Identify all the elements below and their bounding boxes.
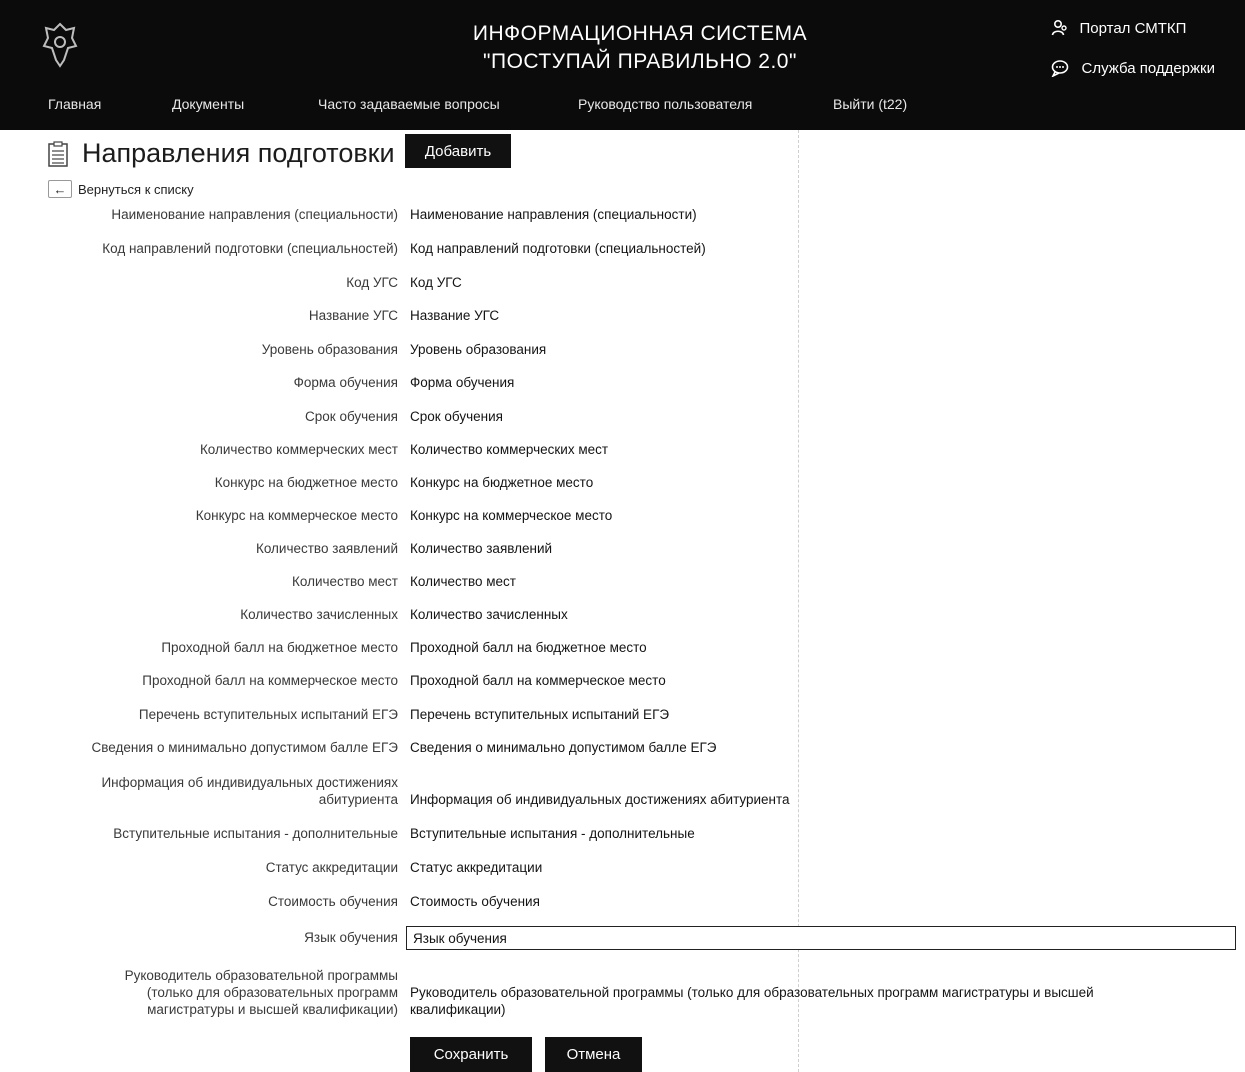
main-nav [0,90,1245,124]
nav-user-guide[interactable]: Руководство пользователя [578,96,753,112]
system-title-line1: ИНФОРМАЦИОННАЯ СИСТЕМА [472,22,808,45]
cancel-button[interactable]: Отмена [545,1037,642,1072]
field-label: Код УГС [346,275,398,290]
field-value: Форма обучения [410,375,515,390]
document-list-icon [48,141,68,167]
field-value: Проходной балл на коммерческое место [410,673,666,688]
field-label: Статус аккредитации [265,860,398,875]
field-label-line1: Информация об индивидуальных достижениях [101,775,398,790]
field-value: Название УГС [410,308,500,323]
field-label: Форма обучения [293,375,398,390]
app-header [0,0,1245,130]
field-label: Срок обучения [305,409,398,424]
field-label: Уровень образования [261,342,398,357]
user-group-icon [1051,19,1069,37]
nav-logout[interactable]: Выйти (t22) [833,96,908,112]
field-value: Конкурс на коммерческое место [410,508,613,523]
field-label-line2: абитуриента [318,792,398,807]
nav-home[interactable]: Главная [48,96,102,112]
field-value: Количество зачисленных [410,607,568,622]
back-to-list-label: Вернуться к списку [78,181,194,197]
field-label: Количество зачисленных [240,607,398,622]
nav-faq[interactable]: Часто задаваемые вопросы [318,96,500,112]
top-right-links [1051,12,1215,84]
field-value: Уровень образования [410,342,547,357]
field-value: Срок обучения [410,409,503,424]
field-label: Сведения о минимально допустимом балле ЕГЭ [91,740,398,755]
field-label: Проходной балл на коммерческое место [142,673,398,688]
add-button[interactable]: Добавить [405,134,511,168]
field-value: Код направлений подготовки (специальностей) [410,241,706,256]
nav-documents[interactable]: Документы [172,96,245,112]
page-title: Направления подготовки [82,138,395,168]
field-value: Количество мест [410,574,516,589]
field-value: Сведения о минимально допустимом балле ЕГЭ [410,740,717,755]
field-label: Количество заявлений [255,541,398,556]
field-value: Код УГС [410,275,462,290]
field-label: Вступительные испытания - дополнительные [113,826,398,841]
field-value: Проходной балл на бюджетное место [410,640,647,655]
portal-link-label: Портал СМТКП [1079,19,1187,37]
field-value: Конкурс на бюджетное место [410,475,594,490]
system-title-line2: "ПОСТУПАЙ ПРАВИЛЬНО 2.0" [483,50,797,73]
save-button[interactable]: Сохранить [410,1037,532,1072]
field-label: Проходной балл на бюджетное место [161,640,398,655]
field-value-line2: квалификации) [410,1002,506,1017]
field-label: Перечень вступительных испытаний ЕГЭ [138,707,398,722]
field-label-line3: магистратуры и высшей квалификации) [147,1002,398,1017]
field-label-line1: Руководитель образовательной программы [124,968,398,983]
support-link[interactable] [1051,52,1215,84]
field-label: Название УГС [308,308,398,323]
field-value: Вступительные испытания - дополнительные [410,826,695,841]
field-label: Язык обучения [304,930,398,945]
field-label-line2: (только для образовательных программ [146,985,398,1000]
back-to-list-link[interactable] [48,180,194,198]
field-label: Количество мест [292,574,398,589]
field-value: Наименование направления (специальности) [410,207,697,222]
coat-of-arms-logo [42,20,78,68]
portal-link[interactable] [1051,12,1215,44]
field-value-line1: Руководитель образовательной программы (только для образовательных программ магистратуры и высшей [410,985,1094,1000]
system-title [440,20,840,76]
field-value: Стоимость обучения [410,894,540,909]
field-value: Статус аккредитации [410,860,543,875]
page-title-block [48,138,395,169]
logo-caption [92,30,292,56]
field-value: Количество коммерческих мест [410,442,609,457]
field-value: Перечень вступительных испытаний ЕГЭ [410,707,670,722]
field-value: Информация об индивидуальных достижениях абитуриента [410,792,790,807]
field-label: Код направлений подготовки (специальностей) [102,241,398,256]
field-label: Конкурс на бюджетное место [214,475,398,490]
field-value: Количество заявлений [410,541,553,556]
field-label: Конкурс на коммерческое место [195,508,398,523]
field-label: Стоимость обучения [268,894,398,909]
support-link-label: Служба поддержки [1081,59,1215,77]
back-arrow-icon: ← [48,180,72,198]
chat-bubble-icon [1051,59,1071,77]
language-input[interactable] [406,926,1236,950]
field-label: Количество коммерческих мест [199,442,398,457]
field-label: Наименование направления (специальности) [111,207,398,222]
